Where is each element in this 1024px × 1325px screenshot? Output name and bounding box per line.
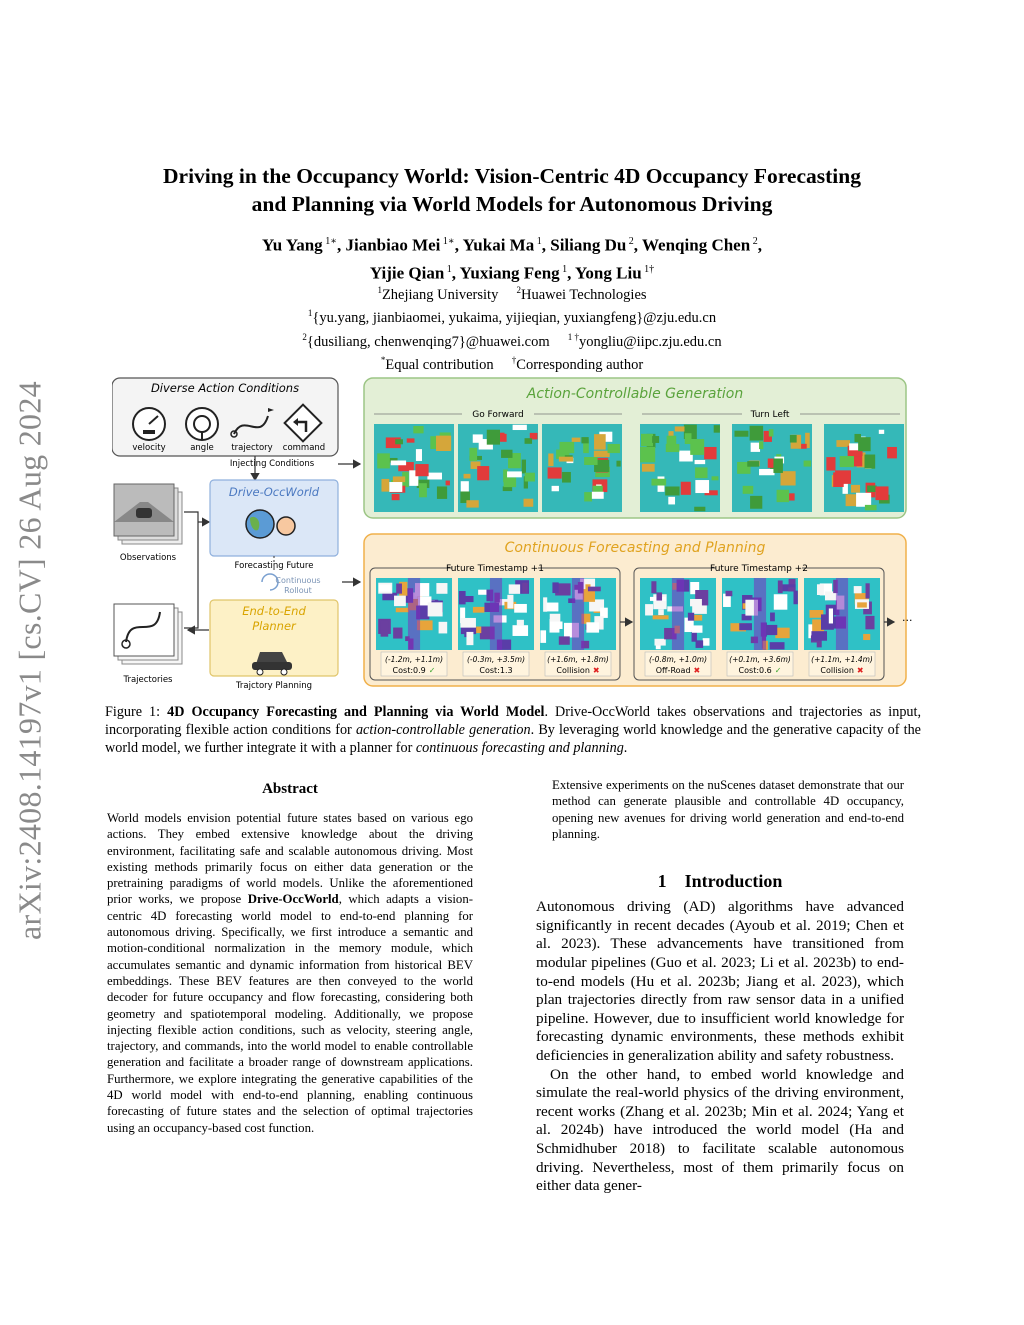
email-corresponding: yongliu@iipc.zju.edu.cn [578, 333, 722, 350]
author-name: Wenqing Chen [642, 235, 751, 255]
occupancy-tile [376, 578, 452, 650]
condition-label-velocity: velocity [132, 443, 166, 453]
method-name: Drive-OccWorld [247, 892, 339, 907]
email-huawei: {dusiliang, chenwenqing7}@huawei.com [306, 333, 550, 350]
plan-result: Off-Road ✖ [655, 666, 701, 675]
e2e-planner-label-1: End-to-End [242, 604, 306, 618]
abstract-section [107, 780, 473, 1136]
plan-coordinate: (+1.1m, +1.4m) [811, 655, 873, 664]
steering-wheel-icon [186, 408, 218, 440]
email-zju: {yu.yang, jianbiaomei, yukaima, yijieqian, yuxiangfeng}@zju.edu.cn [312, 310, 717, 327]
affiliations [80, 281, 944, 374]
occupancy-tile [542, 424, 622, 512]
observation-images [114, 484, 182, 544]
occupancy-tile [804, 578, 880, 650]
author-line-1: Yu Yang $^{1∗}$, Jianbiao Mei $^{1∗}$, Yukai Ma $^1$, Siliang Du $^2$, Wenqing Chen $^2$, [262, 235, 762, 255]
condition-label-trajectory: trajectory [231, 443, 273, 453]
email-line-2: $^2${dusiliang, chenwenqing7}@huawei.com $^{1 \dagger}$yongliu@iipc.zju.edu.cn [302, 331, 722, 350]
check-icon: ✓ [428, 666, 436, 675]
plan-coordinate: (-0.3m, +3.5m) [466, 655, 526, 664]
arxiv-identifier: arXiv:2408.14197v1 [cs.CV] 26 Aug 2024 [11, 381, 48, 940]
trajectories-label: Trajectories [123, 675, 173, 685]
institutions: $^1$Zhejiang University $^2$Huawei Technologies [377, 285, 647, 303]
equal-contribution-note: Equal contribution [385, 356, 494, 373]
plan-result: Cost:0.6 ✓ [738, 666, 782, 675]
abstract-paragraph-1: World models envision potential future states based on various ego actions. They embed extensive knowledge about the driving environment, facilitating safe and scalable autonomous driving. Most existing methods primarily focus on either data generation or the pretraining paradigms of world models. Unlike the aforementioned prior works, we propose Drive-OccWorld, which adapts a vision-centric 4D forecasting world model to end-to-end planning for autonomous driving. Specifically, we first introduce a semantic and motion-conditional normalization in the memory module, which accumulates semantic and dynamic information from historical BEV embeddings. These BEV features are then conveyed to the world decoder for future occupancy and flow forecasting, considering both geometry and spatiotemporal modeling. Additionally, we propose injecting flexible action conditions, such as velocity, steering angle, trajectory, and commands, into the world model to enable controllable generation and facilitate a broader range of downstream applications. Furthermore, we explore integrating the generative capabilities of the 4D world model with end-to-end planning, enabling continuous forecasting of future states and the selection of optimal trajectories using an occupancy-based cost function. [107, 811, 473, 1135]
plan-coordinate: (-1.2m, +1.1m) [384, 655, 444, 664]
plan-coordinate: (+0.1m, +3.6m) [729, 655, 791, 664]
occupancy-tile [732, 424, 812, 512]
institution-2: Huawei Technologies [520, 286, 647, 303]
plan-coordinate: (+1.6m, +1.8m) [547, 655, 609, 664]
occupancy-tile [458, 578, 534, 650]
paper-title [80, 162, 944, 218]
injecting-conditions-label: Injecting Conditions [229, 459, 315, 469]
continuation-ellipsis: ··· [902, 614, 912, 627]
author-name: Yuxiang Feng [459, 263, 560, 283]
plan-result: Cost:0.9 ✓ [392, 666, 436, 675]
author-name: Yijie Qian [369, 263, 445, 283]
speedometer-icon [133, 408, 165, 440]
figure-1-caption: Figure 1: 4D Occupancy Forecasting and Planning via World Model. Drive-OccWorld takes observations and trajectories as input, incorporating flexible action conditions for action-controllable generation. By leveraging world knowledge and the generative capacity of the world model, we further integrate it with a planner for continuous forecasting and planning. [105, 704, 922, 757]
drive-occworld-label: Drive-OccWorld [228, 485, 320, 499]
author-name: Jianbiao Mei [345, 235, 441, 255]
continuous-rollout-label-2: Rollout [284, 586, 312, 595]
title-line-1: Driving in the Occupancy World: Vision-Centric 4D Occupancy Forecasting [163, 164, 861, 188]
occupancy-tile [458, 424, 538, 512]
condition-label-command: command [282, 443, 326, 453]
email-line-1: $^1${yu.yang, jianbiaomei, yukaima, yijieqian, yuxiangfeng}@zju.edu.cn [307, 308, 717, 327]
figure-1-diagram [112, 372, 912, 694]
cross-icon: ✖ [693, 666, 701, 675]
author-name: Yong Liu [575, 263, 642, 283]
forecasting-future-label: Forecasting Future [234, 561, 314, 571]
occupancy-tile [540, 578, 616, 650]
future-timestamp-1-label: Future Timestamp +1 [446, 564, 544, 574]
future-timestamp-2-label: Future Timestamp +2 [710, 564, 808, 574]
occupancy-tile [722, 578, 798, 650]
occupancy-tile [374, 424, 454, 512]
introduction-heading: 1 Introduction [657, 871, 783, 892]
plan-result: Collision ✖ [556, 666, 600, 675]
right-column [536, 780, 904, 1196]
e2e-planner-label-2: Planner [252, 619, 296, 633]
continuous-forecasting-title: Continuous Forecasting and Planning [504, 540, 766, 556]
corresponding-author-note: Corresponding author [516, 356, 644, 373]
occupancy-tile [640, 424, 720, 512]
caption-bold-title: 4D Occupancy Forecasting and Planning via World Model [167, 704, 545, 720]
abstract-paragraph-2: Extensive experiments on the nuScenes dataset demonstrate that our method can generate plausible and controllable 4D occupancy, opening new avenues for driving world generation and end-to-end planning. [552, 778, 904, 841]
plan-result: Collision ✖ [820, 666, 864, 675]
trajectory-images [114, 604, 182, 664]
continuous-rollout-label-1: Continuous [275, 576, 321, 585]
occupancy-tile [824, 424, 904, 512]
go-forward-label: Go Forward [472, 410, 524, 420]
author-name: Siliang Du [550, 235, 627, 255]
author-line-2: Yijie Qian $^1$, Yuxiang Feng $^1$, Yong Liu $^{1\dagger}$ [369, 263, 655, 283]
institution-1: Zhejiang University [381, 286, 499, 303]
plan-coordinate: (-0.8m, +1.0m) [648, 655, 708, 664]
abstract-heading: Abstract [262, 781, 318, 797]
diverse-conditions-title: Diverse Action Conditions [150, 381, 300, 395]
cross-icon: ✖ [592, 666, 600, 675]
condition-label-angle: angle [190, 443, 214, 453]
trajectory-planning-label: Trajctory Planning [235, 681, 313, 691]
introduction-paragraph-1: Autonomous driving (AD) algorithms have advanced significantly in recent decades (Ayoub et al. 2019; Chen et al. 2023). These advancements have transitioned from modular pipelines (Guo et al. 2023; Li et al. 2023b) to end-to-end models (Hu et al. 2023b; Jiang et al. 2023), which plan trajectories directly from raw sensor data in a unified pipeline. However, due to insufficient world knowledge for forecasting dynamic environments, these methods exhibit deficiencies in generalization ability and safety robustness. [536, 898, 904, 1064]
occupancy-tile [640, 578, 716, 650]
turn-left-label: Turn Left [750, 410, 790, 420]
check-icon: ✓ [774, 666, 782, 675]
author-name: Yu Yang [262, 235, 323, 255]
author-name: Yukai Ma [462, 235, 535, 255]
author-notes: *Equal contribution †Corresponding author [380, 354, 644, 373]
plan-result: Cost:1.3 [479, 666, 513, 675]
observations-label: Observations [119, 553, 177, 563]
cross-icon: ✖ [856, 666, 864, 675]
title-line-2: and Planning via World Models for Autonomous Driving [251, 192, 773, 216]
action-controllable-title: Action-Controllable Generation [526, 386, 744, 402]
introduction-paragraph-2: On the other hand, to embed world knowledge and simulate the real-world physics of the driving environment, recent works (Zhang et al. 2023b; Min et al. 2024; Yang et al. 2024b) have introduced the world model (Ha and Schmidhuber 2018) to facilitate scalable autonomous driving. Nevertheless, most of them primarily focus on either data gener- [536, 1065, 904, 1195]
author-list [80, 230, 944, 285]
